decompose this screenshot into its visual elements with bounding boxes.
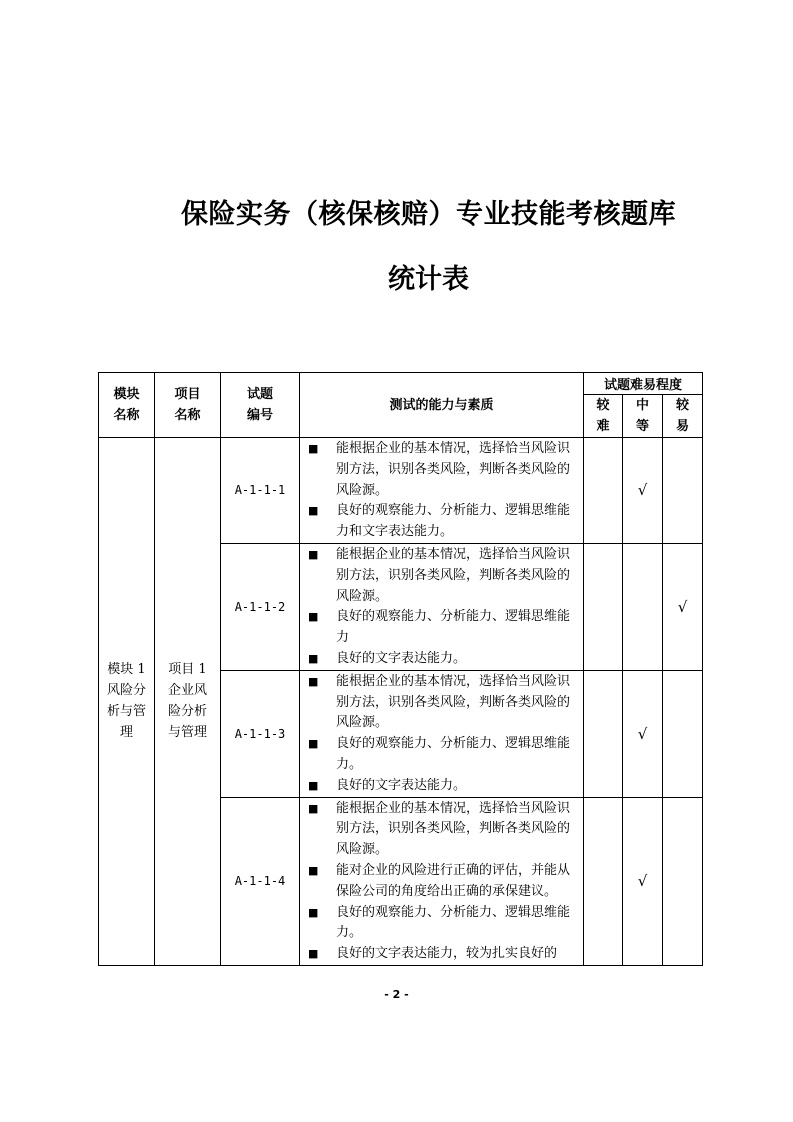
ability-text: 良好的文字表达能力。 <box>336 777 467 793</box>
question-id-cell: A-1-1-4 <box>221 797 300 965</box>
difficulty-medium-cell <box>623 797 663 965</box>
ability-text: 能根据企业的基本情况，选择恰当风险识别方法，识别各类风险，判断各类风险的风险源。 <box>336 546 571 604</box>
ability-cell <box>300 438 584 544</box>
header-ability: 测试的能力与素质 <box>300 373 584 438</box>
ability-item <box>306 439 579 501</box>
difficulty-hard-cell <box>584 670 623 797</box>
project-name-cell: 项目 1 企业风 险分析 与管理 <box>155 438 221 966</box>
header-difficulty: 试题难易程度 <box>584 373 703 395</box>
header-hard: 较 难 <box>584 395 623 438</box>
page-number: - 2 - <box>384 988 409 1001</box>
ability-text: 良好的文字表达能力。 <box>336 650 467 666</box>
difficulty-easy-cell <box>663 543 703 670</box>
module-name-cell: 模块 1 风险分 析与管 理 <box>99 438 155 966</box>
ability-cell <box>300 543 584 670</box>
bullet-square-icon: ■ <box>308 610 319 624</box>
checkmark-icon: √ <box>677 597 688 616</box>
bullet-square-icon: ■ <box>308 778 319 792</box>
question-id-cell: A-1-1-1 <box>221 438 300 544</box>
bullet-square-icon: ■ <box>308 504 319 518</box>
ability-text: 能根据企业的基本情况，选择恰当风险识别方法，识别各类风险，判断各类风险的风险源。 <box>336 800 571 858</box>
ability-text: 能对企业的风险进行正确的评估，并能从保险公司的角度给出正确的承保建议。 <box>336 862 571 899</box>
ability-cell <box>300 797 584 965</box>
ability-item <box>306 776 579 797</box>
difficulty-medium-cell <box>623 670 663 797</box>
bullet-square-icon: ■ <box>308 547 319 561</box>
ability-text: 能根据企业的基本情况，选择恰当风险识别方法，识别各类风险，判断各类风险的风险源。 <box>336 673 571 731</box>
checkmark-icon: √ <box>637 481 648 500</box>
ability-text: 良好的观察能力、分析能力、逻辑思维能力和文字表达能力。 <box>336 503 571 540</box>
bullet-square-icon: ■ <box>308 947 319 961</box>
question-id-cell: A-1-1-2 <box>221 543 300 670</box>
ability-item <box>306 501 579 543</box>
difficulty-medium-cell <box>623 438 663 544</box>
question-id-cell: A-1-1-3 <box>221 670 300 797</box>
ability-item <box>306 861 579 903</box>
difficulty-hard-cell <box>584 438 623 544</box>
ability-item <box>306 903 579 945</box>
ability-item <box>306 672 579 734</box>
difficulty-hard-cell <box>584 543 623 670</box>
ability-item <box>306 649 579 670</box>
bullet-square-icon: ■ <box>308 801 319 815</box>
bullet-square-icon: ■ <box>308 905 319 919</box>
ability-text: 良好的观察能力、分析能力、逻辑思维能力 <box>336 609 571 646</box>
checkmark-icon: √ <box>637 872 648 891</box>
header-module-name: 模块 名称 <box>99 373 155 438</box>
ability-text: 能根据企业的基本情况，选择恰当风险识别方法，识别各类风险，判断各类风险的风险源。 <box>336 441 571 498</box>
ability-item <box>306 799 579 861</box>
header-project-name: 项目 名称 <box>155 373 221 438</box>
header-medium: 中 等 <box>623 395 663 438</box>
document-subtitle: 统计表 <box>388 264 469 295</box>
ability-item <box>306 944 579 965</box>
ability-text: 良好的文字表达能力，较为扎实良好的 <box>336 946 558 962</box>
difficulty-hard-cell <box>584 797 623 965</box>
difficulty-easy-cell <box>663 797 703 965</box>
table-row <box>99 438 703 544</box>
ability-text: 良好的观察能力、分析能力、逻辑思维能力。 <box>336 904 571 941</box>
ability-item <box>306 734 579 776</box>
difficulty-medium-cell <box>623 543 663 670</box>
bullet-square-icon: ■ <box>308 674 319 688</box>
ability-cell <box>300 670 584 797</box>
difficulty-easy-cell <box>663 670 703 797</box>
difficulty-easy-cell <box>663 438 703 544</box>
document-title: 保险实务（核保核赔）专业技能考核题库 <box>181 199 676 230</box>
bullet-square-icon: ■ <box>308 651 319 665</box>
header-question-id: 试题 编号 <box>221 373 300 438</box>
checkmark-icon: √ <box>637 724 648 743</box>
bullet-square-icon: ■ <box>308 737 319 751</box>
ability-text: 良好的观察能力、分析能力、逻辑思维能力。 <box>336 736 571 772</box>
header-easy: 较 易 <box>663 395 703 438</box>
bullet-square-icon: ■ <box>308 863 319 877</box>
bullet-square-icon: ■ <box>308 442 319 455</box>
ability-item <box>306 545 579 607</box>
question-bank-table <box>98 372 703 966</box>
ability-item <box>306 607 579 649</box>
